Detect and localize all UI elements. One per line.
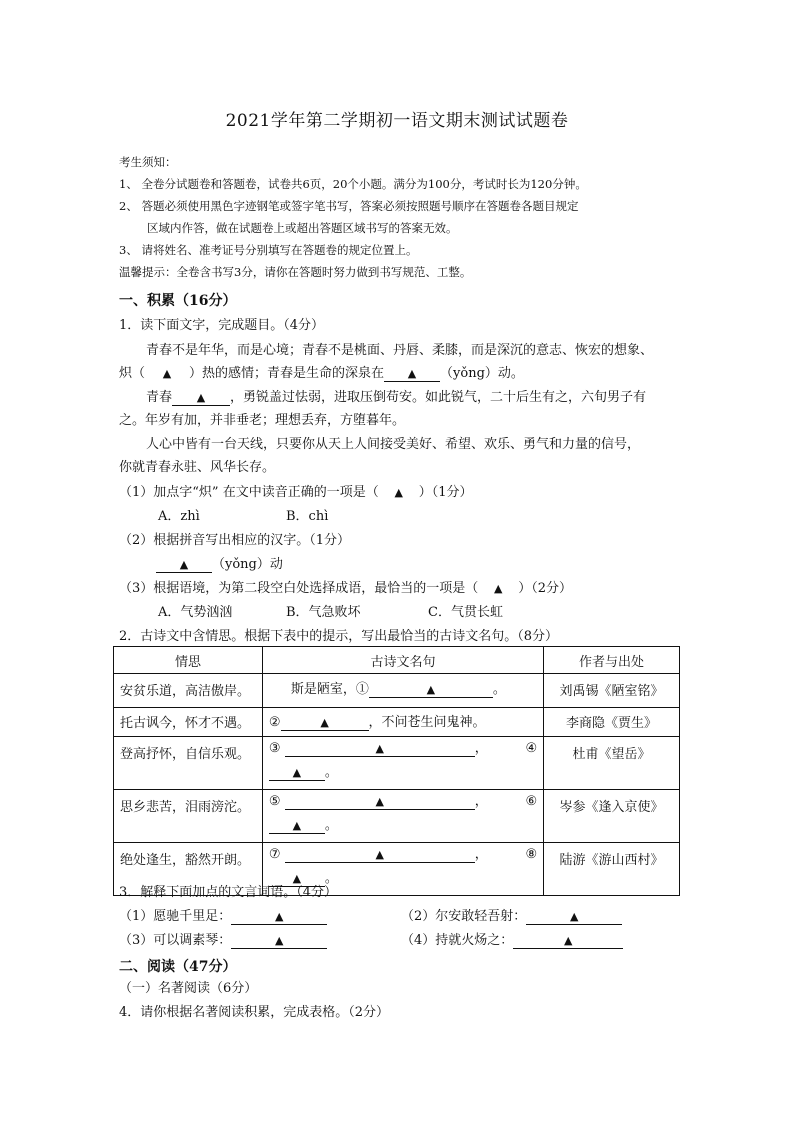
answer-blank[interactable]: ▲ <box>231 933 327 949</box>
table-header: 古诗文名句 <box>262 647 543 674</box>
notice-item: 3、 请将姓名、准考证号分别填写在答题卷的规定位置上。 <box>119 243 418 257</box>
answer-blank[interactable]: ▲ <box>384 366 440 382</box>
answer-blank[interactable]: ▲ <box>285 847 475 863</box>
page-title: 2021学年第二学期初一语文期末测试试题卷 <box>225 111 569 131</box>
section-heading: 一、积累（16分） <box>119 293 237 309</box>
sub-question: （1）加点字“炽” 在文中读音正确的一项是（ ▲ ）（1分） <box>119 485 473 500</box>
option-c[interactable]: C．气贯长虹 <box>428 605 503 620</box>
answer-blank[interactable]: ▲ <box>281 715 369 731</box>
answer-blank[interactable]: ▲ <box>231 909 327 925</box>
answer-blank[interactable]: ▲ <box>269 765 325 781</box>
option-b[interactable]: B．chì <box>286 509 329 524</box>
option-a[interactable]: A．气势汹汹 <box>158 605 233 620</box>
answer-blank[interactable]: ▲ <box>369 682 493 698</box>
sub-answer: ▲ （yǒng）动 <box>156 556 283 574</box>
question-stem: 4．请你根据名著阅读积累，完成表格。（2分） <box>119 1005 390 1020</box>
notice-item: 区域内作答，做在试题卷上或超出答题区域书写的答案无效。 <box>147 221 458 235</box>
passage-line: 你就青春永驻、风华长存。 <box>119 460 276 475</box>
passage-line: 炽（ ▲ ）热的感情；青春是生命的深泉在 ▲ （yǒng）动。 <box>119 366 524 381</box>
option-b[interactable]: B．气急败坏 <box>286 605 361 620</box>
question-stem: 1．读下面文字，完成题目。（4分） <box>119 318 325 333</box>
notice-tip: 温馨提示：全卷含书写3分，请你在答题时努力做到书写规范、工整。 <box>119 265 472 279</box>
notice-item: 2、 答题必须使用黑色字迹钢笔或签字笔书写，答案必须按照题号顺序在答题卷各题目规定 <box>119 199 579 213</box>
sub-question: （3）可以调素琴： ▲ <box>119 932 327 950</box>
notice-heading: 考生须知： <box>119 155 177 169</box>
answer-blank[interactable]: ▲ <box>513 933 623 949</box>
poem-table <box>113 646 680 896</box>
exam-notice <box>119 151 699 283</box>
sub-question: （2）尔安敢轻吾射： ▲ <box>401 908 622 926</box>
table-row: 登高抒怀，自信乐观。 ③ ▲ ， ④ ▲ 。 杜甫《望岳》 <box>114 737 680 790</box>
answer-blank[interactable]: ▲ <box>172 390 230 406</box>
passage-line: 之。年岁有加，并非垂老；理想丢弃，方堕暮年。 <box>119 413 406 428</box>
answer-blank[interactable]: ▲ <box>285 794 475 810</box>
passage-line: 青春 ▲ ，勇锐盖过怯弱，进取压倒苟安。如此锐气，二十后生有之，六旬男子有 <box>146 390 647 405</box>
question-stem: 2．古诗文中含情思。根据下表中的提示，写出最恰当的古诗文名句。（8分） <box>119 629 559 644</box>
answer-blank[interactable]: ▲ <box>526 909 622 925</box>
table-row: 托古讽今，怀才不遇。 ② ▲ ，不问苍生问鬼神。 李商隐《贾生》 <box>114 708 680 737</box>
notice-item: 1、 全卷分试题卷和答题卷，试卷共6页，20个小题。满分为100分，考试时长为120分钟。 <box>119 177 587 191</box>
table-header: 情思 <box>114 647 263 674</box>
sub-question: （4）持就火炀之： ▲ <box>401 932 623 950</box>
answer-blank[interactable]: ▲ <box>156 557 212 573</box>
sub-question: （1）愿驰千里足： ▲ <box>119 908 327 926</box>
question-stem: 3．解释下面加点的文言词语。（4分） <box>119 885 338 900</box>
answer-blank[interactable]: ▲ <box>285 741 475 757</box>
answer-blank[interactable]: ▲ <box>269 871 325 887</box>
sub-question: （3）根据语境，为第二段空白处选择成语，最恰当的一项是（ ▲ ）（2分） <box>119 581 573 596</box>
answer-blank[interactable]: ▲ <box>269 818 325 834</box>
passage-line: 人心中皆有一台天线，只要你从天上人间接受美好、希望、欢乐、勇气和力量的信号， <box>146 437 641 452</box>
section-heading: 二、阅读（47分） <box>119 959 237 975</box>
table-row: 绝处逢生，豁然开朗。 ⑦ ▲ ， ⑧ ▲ 。 陆游《游山西村》 <box>114 843 680 896</box>
table-row: 思乡悲苦，泪雨滂沱。 ⑤ ▲ ， ⑥ ▲ 。 岑参《逢入京使》 <box>114 790 680 843</box>
table-header-row <box>114 647 680 674</box>
answer-marker: ▲ <box>162 367 172 380</box>
table-header: 作者与出处 <box>544 647 680 674</box>
option-a[interactable]: A．zhì <box>158 509 200 524</box>
subsection-heading: （一）名著阅读（6分） <box>119 981 258 996</box>
passage-line: 青春不是年华，而是心境；青春不是桃面、丹唇、柔膝，而是深沉的意志、恢宏的想象、 <box>146 343 654 358</box>
table-row: 安贫乐道，高洁傲岸。 斯是陋室，① ▲ 。 刘禹锡《陋室铭》 <box>114 674 680 708</box>
sub-question: （2）根据拼音写出相应的汉字。（1分） <box>119 533 351 548</box>
